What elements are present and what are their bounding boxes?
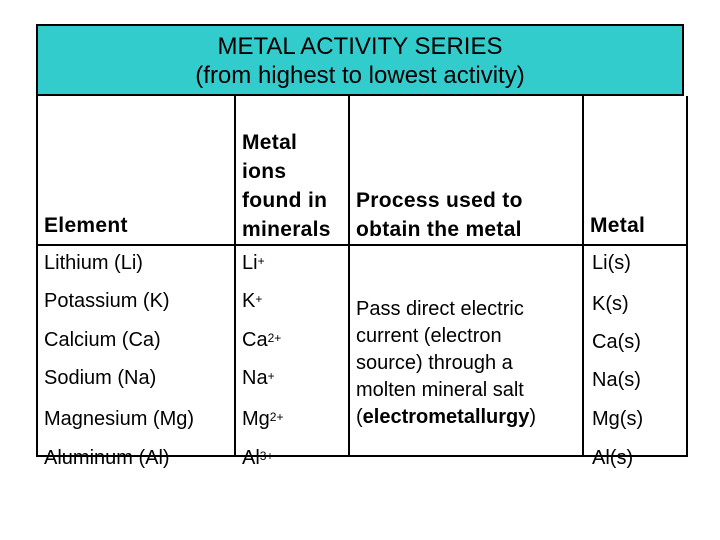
metal-cell: K(s) <box>592 293 629 315</box>
ion-cell <box>242 328 281 352</box>
ion-cell <box>242 366 275 390</box>
element-cell: Calcium (Ca) <box>44 329 161 351</box>
header-process <box>356 186 523 244</box>
header-metal: Metal <box>590 214 646 237</box>
ion-charge: + <box>267 369 275 383</box>
table-body <box>36 96 688 469</box>
header-ions-line: Metal <box>242 131 298 154</box>
process-line: source) through a <box>356 352 513 374</box>
header-element: Element <box>44 214 128 237</box>
metal-cell: Li(s) <box>592 252 631 274</box>
ion-symbol: Ca <box>242 329 268 351</box>
element-cell: Sodium (Na) <box>44 367 157 389</box>
ion-symbol: Al <box>242 447 260 469</box>
ion-symbol: Na <box>242 367 268 389</box>
process-line: current (electron <box>356 325 502 347</box>
ion-charge: + <box>257 254 265 268</box>
header-process-line: obtain the metal <box>356 218 522 241</box>
header-ions-line: ions <box>242 160 287 183</box>
header-ions-line: minerals <box>242 218 331 241</box>
paren-open: ( <box>356 406 363 428</box>
ion-cell <box>242 446 273 470</box>
ion-charge: + <box>255 292 263 306</box>
ion-symbol: K <box>242 290 256 312</box>
title-line-2: (from highest to lowest activity) <box>195 62 525 89</box>
ion-charge: 2+ <box>267 331 282 345</box>
metal-cell: Al(s) <box>592 447 634 469</box>
header-process-line: Process used to <box>356 189 523 212</box>
element-cell: Potassium (K) <box>44 290 170 312</box>
ion-symbol: Li <box>242 252 258 274</box>
column-divider <box>234 96 236 455</box>
ion-charge: 2+ <box>269 410 284 424</box>
table-title <box>36 24 684 96</box>
title-line-1: METAL ACTIVITY SERIES <box>217 33 503 60</box>
element-cell: Lithium (Li) <box>44 252 143 274</box>
ion-cell <box>242 407 283 431</box>
ion-charge: 3+ <box>259 449 274 463</box>
metal-cell: Na(s) <box>592 369 641 391</box>
ion-cell <box>242 251 265 275</box>
header-ions <box>242 128 331 244</box>
activity-series-table <box>36 24 686 469</box>
column-divider <box>348 96 350 455</box>
element-cell: Aluminum (Al) <box>44 447 170 469</box>
header-divider <box>38 244 686 246</box>
process-line-last <box>356 404 536 431</box>
header-ions-line: found in <box>242 189 328 212</box>
process-method: electrometallurgy <box>362 406 530 428</box>
ion-symbol: Mg <box>242 408 270 430</box>
paren-close: ) <box>529 406 537 428</box>
element-cell: Magnesium (Mg) <box>44 408 195 430</box>
process-description <box>356 296 536 431</box>
metal-cell: Mg(s) <box>592 408 644 430</box>
process-line: molten mineral salt <box>356 379 524 401</box>
process-line: Pass direct electric <box>356 298 524 320</box>
metal-cell: Ca(s) <box>592 331 641 353</box>
column-divider <box>582 96 584 455</box>
ion-cell <box>242 289 262 313</box>
